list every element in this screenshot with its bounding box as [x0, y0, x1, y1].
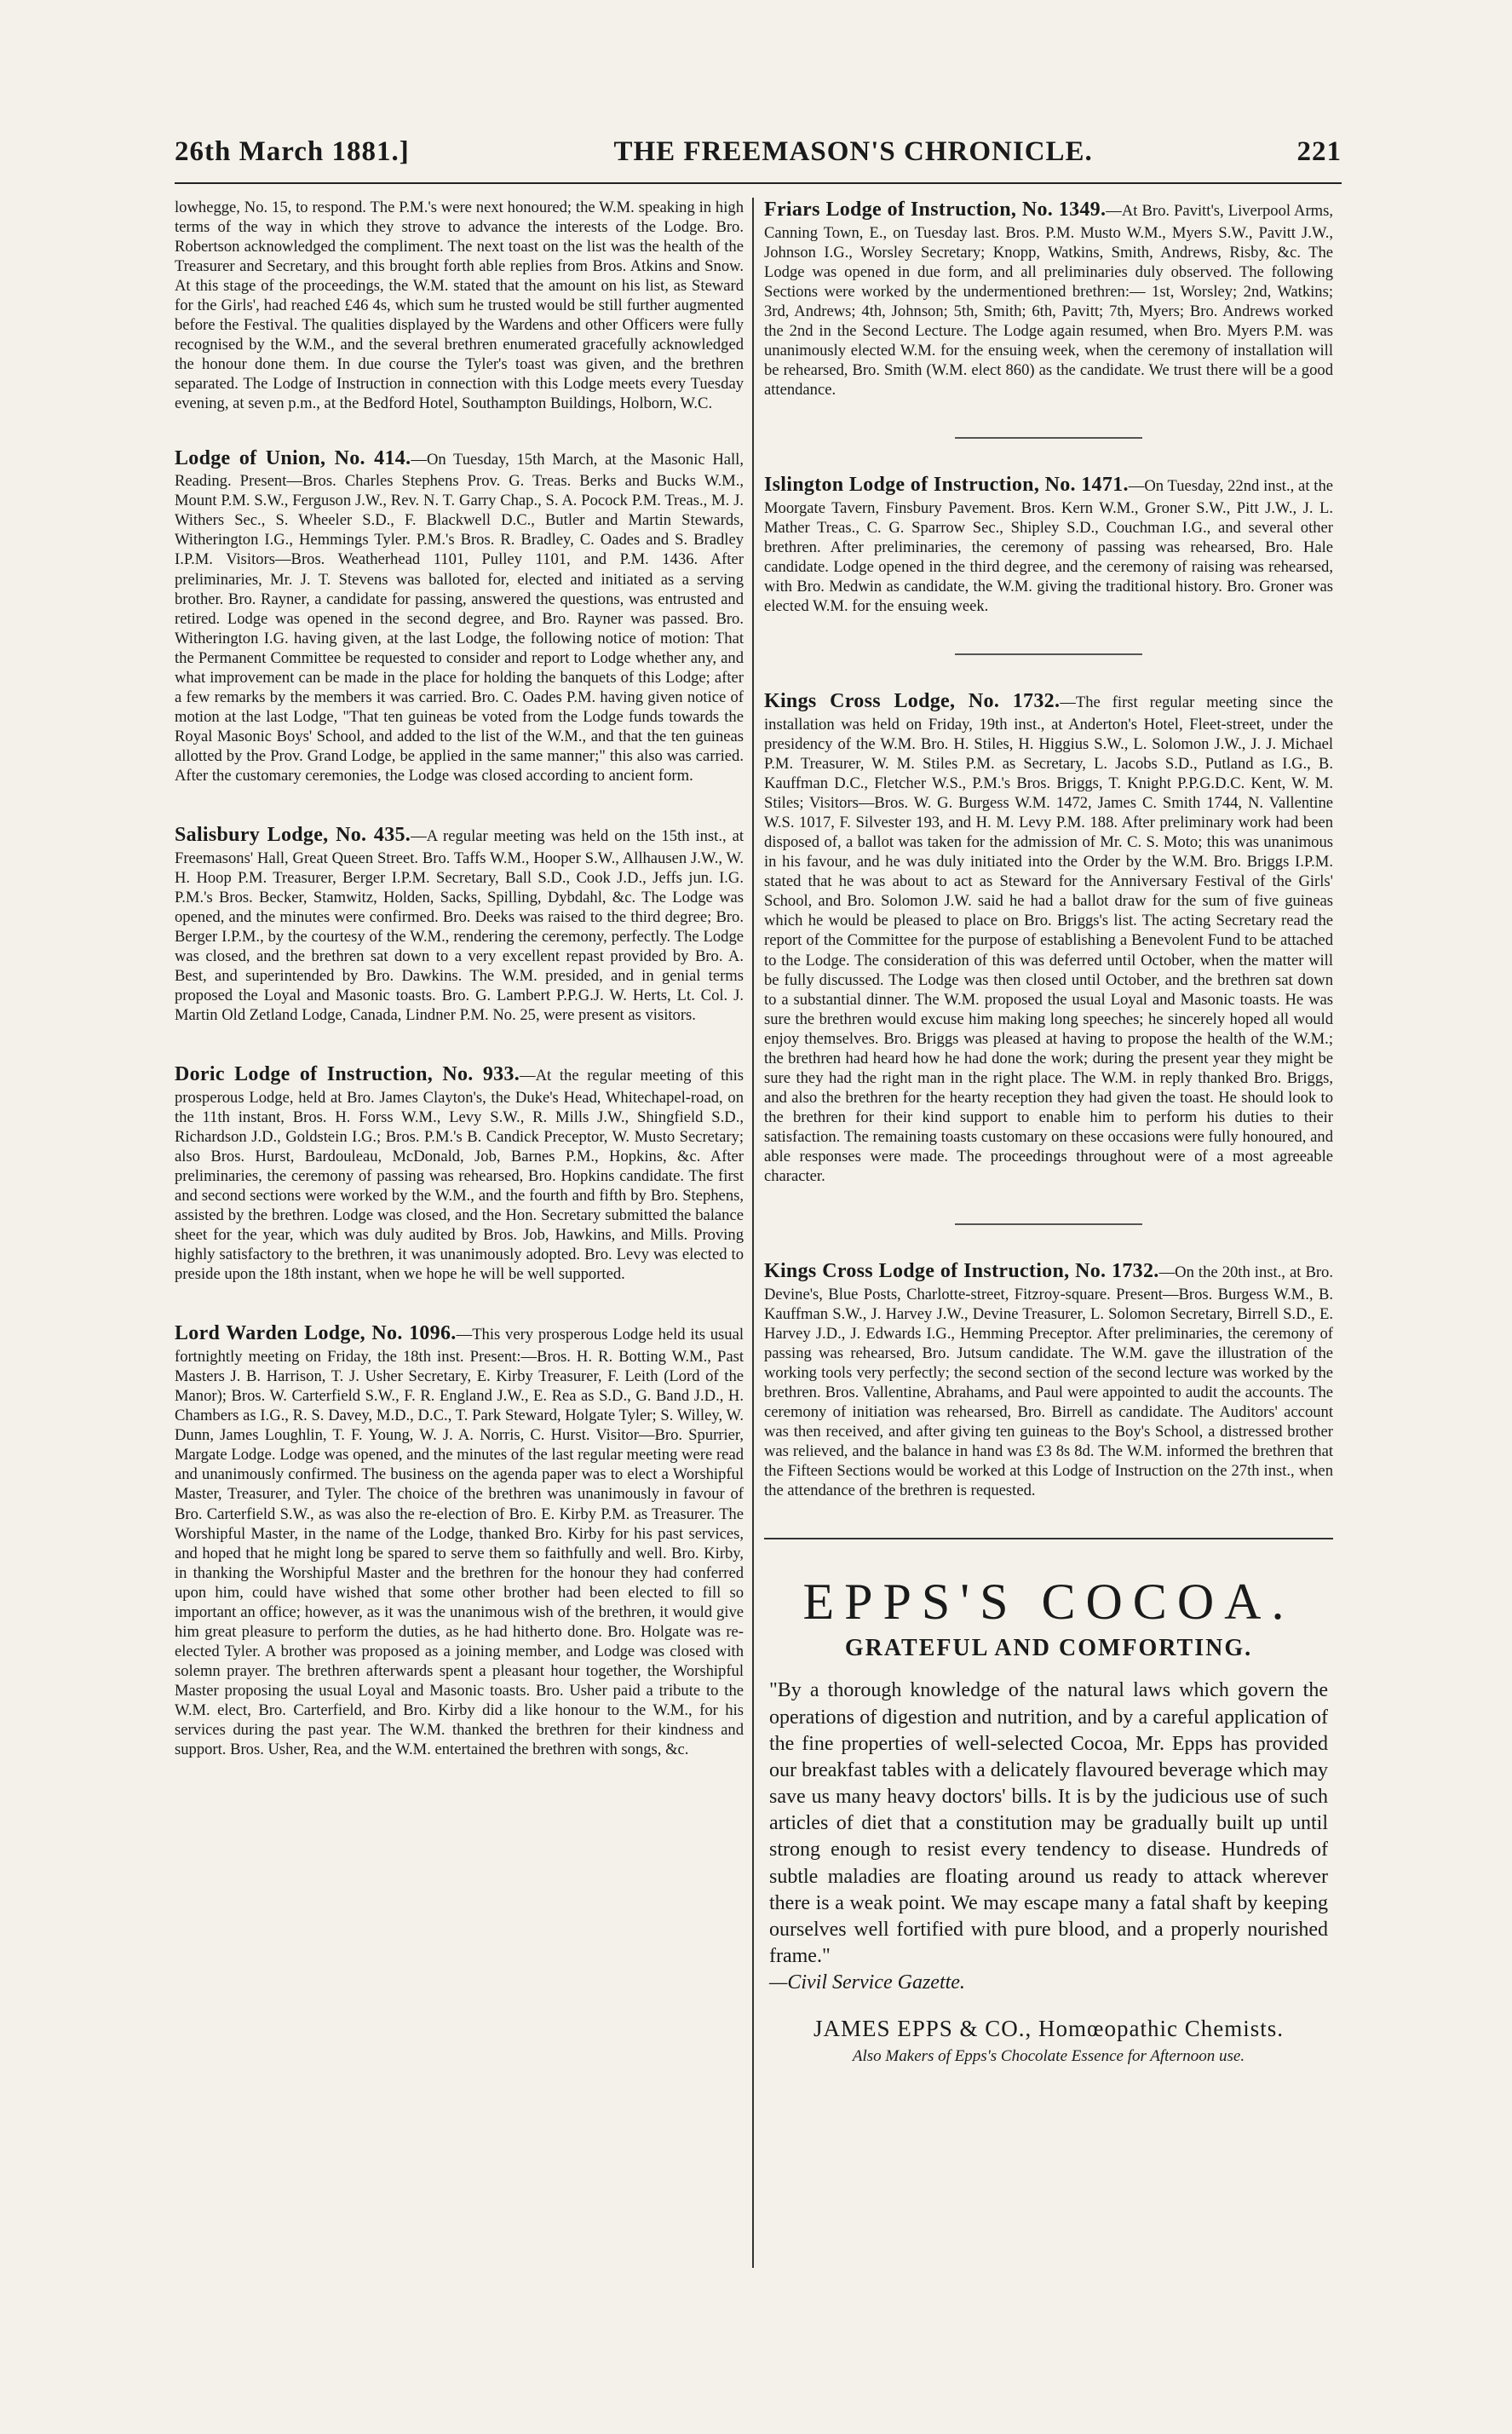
article-title: Lord Warden Lodge, No. 1096.: [175, 1322, 457, 1345]
article-text: —On the 20th inst., at Bro. Devine's, Blue Posts, Charlotte-street, Fitzroy-square. Present—Bros. Burgess W.M., B. Kauffman S.W., J. Harvey J.W., Devine Treasurer, L. Solomon Secretary, Birrell S.D., E. Harvey J.D., J. Edwards I.G., Hemming Preceptor. After preliminaries, the ceremony of passing was rehearsed, Bro. Jutsum candidate. The W.M. gave the illustration of the working tools very perfectly; the second section of the second lecture was worked by the brethren. Bros. Vallentine, Abrahams, and Paul were appointed to audit the accounts. The ceremony of initiation was rehearsed, Bro. Birrell as candidate. The Auditors' account was then received, and after giving ten guineas to the Boy's School, a distressed brother was relieved, and the balance in hand was £3 8s 8d. The W.M. informed the brethren that the Fifteen Sections would be worked at this Lodge of Instruction on the 27th inst., when the attendance of the brethren is requested.: [764, 1263, 1334, 1500]
publication-title: THE FREEMASON'S CHRONICLE.: [613, 136, 1093, 167]
advert-rule: [764, 1538, 1333, 1539]
article-lord-warden-lodge: [175, 1321, 744, 1759]
article-lodge-of-union: [175, 446, 744, 786]
left-column: [175, 198, 744, 1797]
page-number: 221: [1296, 136, 1342, 167]
article-text: lowhegge, No. 15, to respond. The P.M.'s were next honoured; the W.M. speaking in high terms of the way in which they strove to advance the interests of the Lodge. Bro. Robertson acknowledged the compliment. The next toast on the list was the health of the Treasurer and Secretary, and this brought forth able replies from Bros. Atkins and Snow. At this stage of the proceedings, the W.M. stated that the amount on his list, as Steward for the Girls', had reached £46 4s, which sum he trusted would be still further augmented before the Festival. The qualities displayed by the Wardens and other Officers were fully recognised by the W.M., and the several brethren enumerated gracefully acknowledged the honour done them. In due course the Tyler's toast was given, and the brethren separated. The Lodge of Instruction in connection with this Lodge meets every Tuesday evening, at seven p.m., at the Bedford Hotel, Southampton Buildings, Holborn, W.C.: [175, 199, 744, 413]
article-kings-cross-lodge: [764, 689, 1333, 1186]
right-column: [764, 198, 1333, 2066]
article-body: [175, 446, 744, 786]
issue-date: 26th March 1881.]: [175, 136, 410, 167]
page-header: [175, 136, 1342, 168]
article-title: Kings Cross Lodge, No. 1732.: [764, 690, 1061, 713]
header-rule: [175, 182, 1342, 184]
article-title: Friars Lodge of Instruction, No. 1349.: [764, 199, 1107, 221]
article-doric-lodge: [175, 1062, 744, 1284]
article-continued: [175, 198, 744, 414]
article-text: —The first regular meeting since the installation was held on Friday, 19th inst., at Anderton's Hotel, Fleet-street, under the presidency of the W.M. Bro. H. Stiles, H. Higgius S.W., L. Solomon J.W., J. J. Michael P.M. Treasurer, W. M. Stiles P.M. as Secretary, L. Jacobs S.D., Putland as I.G., B. Kauffman D.C., Fletcher W.S., P.M.'s Bros. Briggs, T. Knight P.P.G.D.C. Kent, W. M. Stiles; Visitors—Bros. W. G. Burgess W.M. 1472, James C. Smith 1744, N. Vallentine W.S. 1017, F. Silvester 193, and H. M. Levy P.M. 188. After preliminary work had been disposed of, a ballot was taken for the admission of Mr. C. S. Moto; this was unanimous in his favour, and he was duly initiated into the Order by the W.M. Bro. Briggs I.P.M. stated that he was about to act as Steward for the Anniversary Festival of the Girls' School, and Bro. Solomon J.W. said he had a ballot draw for the sum of five guineas which he would be pleased to place on Bro. Briggs's list. The acting Secretary read the report of the Committee for the purpose of establishing a Benevolent Fund to be attached to the Lodge. The consideration of this was deferred until October, when the matter will be fully discussed. The Lodge was then closed until October, and the brethren sat down to a substantial dinner. The W.M. proposed the usual Loyal and Masonic toasts. He was sure the brethren would excuse him making long speeches; he sincerely hoped all would enjoy themselves. Bro. Briggs was pleased at having to propose the health of the W.M.; the brethren had heard how he had done the work; during the present year they might be sure they had the right man in the right place. The W.M. in reply thanked Bro. Briggs, and also the brethren for the hearty reception they had given the toast. He should look to the brethren for their kind support to enable him to perform his duties to their satisfaction. The remaining toasts customary on these occasions were fully honoured, and able responses were made. The proceedings throughout were of a most agreeable character.: [764, 693, 1333, 1186]
article-body: [764, 1259, 1333, 1500]
advert-tagline: Also Makers of Epps's Chocolate Essence for Afternoon use.: [852, 2046, 1245, 2065]
epps-cocoa-advert: [764, 1538, 1333, 2065]
advert-subtitle: GRATEFUL AND COMFORTING.: [844, 1635, 1253, 1662]
article-text: —At Bro. Pavitt's, Liverpool Arms, Canning Town, E., on Tuesday last. Bros. P.M. Musto W.M., Myers S.W., Pavitt J.W., Johnson I.G., Worsley Secretary; Knopp, Watkins, Smith, Andrews, Risby, &c. The Lodge was opened in due form, and all preliminaries duly observed. The following Sections were worked by the undermentioned brethren:— 1st, Worsley; 2nd, Watkins; 3rd, Andrews; 4th, Johnson; 5th, Smith; 6th, Pavitt; 7th, Myers; Bro. Andrews worked the 2nd in the Second Lecture. The Lodge again resumed, when Bro. Myers P.M. was unanimously elected W.M. for the ensuing week, when the ceremony of installation will be rehearsed, Bro. Smith (W.M. elect 860) as the candidate. We trust there will be a good attendance.: [764, 202, 1333, 400]
article-title: Lodge of Union, No. 414.: [175, 446, 411, 469]
advert-source: —Civil Service Gazette.: [769, 1971, 965, 1994]
article-friars-lodge: [764, 198, 1333, 400]
article-body: [764, 473, 1333, 616]
article-salisbury-lodge: [175, 823, 744, 1025]
article-text: —This very prosperous Lodge held its usual fortnightly meeting on Friday, the 18th inst. Present:—Bros. H. R. Botting W.M., Past Masters J. B. Harrison, T. J. Usher Secretary, E. Kirby Treasurer, F. Leith (Lord of the Manor); Bros. W. Carterfield S.W., F. R. England J.W., E. Rea as S.D., G. Band J.D., H. Chambers as I.G., R. S. Davey, M.D., D.C., T. Park Steward, Holgate Tyler; S. Willey, W. Dunn, James Loughlin, T. F. Young, W. J. A. Norris, C. Hurst. Visitor—Bro. Spurrier, Margate Lodge. Lodge was opened, and the minutes of the last regular meeting were read and unanimously confirmed. The business on the agenda paper was to elect a Worshipful Master, Treasurer, and Tyler. The choice of the brethren was unanimously in favour of Bro. Carterfield S.W., as was also the re-election of Bro. E. Kirby P.M. as Treasurer. The Worshipful Master, in the name of the Lodge, thanked Bro. Kirby for his past services, and hoped that he might long be spared to serve them so faithfully and well. Bro. Kirby, in thanking the Worshipful Master and the brethren for the honour they had conferred upon him, could have wished that some other brother had been elected to fill so important an office; however, as it was the unanimous wish of the brethren, it would give him great pleasure to perform the duties, as he had hitherto done. Bro. Holgate was re-elected Tyler. A brother was proposed as a joining member, and Lodge was closed with solemn prayer. The brethren afterwards spent a pleasant hour together, the Worshipful Master proposing the usual Loyal and Masonic toasts. Bro. Usher paid a tribute to the W.M. elect, Bro. Carterfield, and Bro. Kirby did a like honour to the W.M., for his services during the past year. The W.M. thanked the brethren for their kindness and support. Bros. Usher, Rea, and the W.M. entertained the brethren with songs, &c.: [175, 1326, 744, 1759]
advert-text: "By a thorough knowledge of the natural laws which govern the operations of digestion and nutrition, and by a careful application of the fine properties of well-selected Cocoa, Mr. Epps has provided our breakfast tables with a delicately flavoured beverage which may save us many heavy doctors' bills. It is by the judicious use of such articles of diet that a constitution may be gradually built up until strong enough to resist every tendency to disease. Hundreds of subtle maladies are floating around us ready to attack wherever there is a weak point. We may escape many a fatal shaft by keeping ourselves well fortified with pure blood, and a properly nourished frame.": [769, 1679, 1328, 1968]
article-text: —A regular meeting was held on the 15th inst., at Freemasons' Hall, Great Queen Street. Bro. Taffs W.M., Hooper S.W., Allhausen J.W., W. H. Hoop P.M. Treasurer, Berger I.P.M. Secretary, Ball S.D., Cook J.D., Jeffs jun. I.G. P.M.'s Bros. Becker, Stamwitz, Holden, Sacks, Spilling, Dybdahl, &c. The Lodge was opened, and the minutes were confirmed. Bro. Deeks was raised to the third degree; Bro. Berger I.P.M., by the courtesy of the W.M., rendering the ceremony, perfectly. The Lodge was closed, and the brethren sat down to a very excellent repast provided by Bro. A. Best, and superintended by Bro. Dawkins. The W.M. presided, and in genial terms proposed the Loyal and Masonic toasts. Bro. G. Lambert P.P.G.J. W. Herts, Lt. Col. J. Martin Old Zetland Lodge, Canada, Lindner P.M. No. 25, were present as visitors.: [175, 827, 744, 1025]
article-body: [175, 823, 744, 1025]
article-kings-cross-instruction: [764, 1259, 1333, 1500]
article-body: [764, 198, 1333, 400]
article-text: —At the regular meeting of this prosperous Lodge, held at Bro. James Clayton's, the Duke's Head, Whitechapel-road, on the 11th instant, Bros. H. Forss W.M., Levy S.W., R. Mills J.W., Shingfield S.D., Richardson J.D., Goldstein I.G.; Bros. P.M.'s B. Candick Preceptor, W. Musto Secretary; also Bros. Hurst, Bardouleau, McDonald, Job, Barnes P.M., Hopkins, &c. After preliminaries, the ceremony of passing was rehearsed, Bro. Hopkins candidate. The first and second sections were worked by the W.M., and the fourth and fifth by Bro. Stephens, assisted by the brethren. Lodge was closed, and the Hon. Secretary submitted the balance sheet for the year, which was duly audited by Bros. Job, Hawkins, and Mills. Proving highly satisfactory to the brethren, it was unanimously adopted. Bro. Levy was elected to preside upon the 18th instant, when we hope he will be well supported.: [175, 1067, 744, 1284]
section-rule: [955, 437, 1142, 439]
article-title: Kings Cross Lodge of Instruction, No. 1732.: [764, 1260, 1159, 1283]
section-rule: [955, 1223, 1142, 1225]
column-divider: [752, 198, 754, 2268]
article-body: [175, 1062, 744, 1284]
advert-company: JAMES EPPS & CO., Homœopathic Chemists.: [813, 2015, 1285, 2041]
article-text: —On Tuesday, 15th March, at the Masonic Hall, Reading. Present—Bros. Charles Stephens Prov. G. Treas. Berks and Bucks W.M., Mount P.M. S.W., Ferguson J.W., Rev. N. T. Garry Chap., S. A. Pocock P.M. Treas., M. J. Withers Sec., S. Wheeler S.D., F. Blackwell D.C., Butler and Martin Stewards, Witherington I.G., Hemmings Tyler. P.M.'s Bros. R. Bradley, C. Oades and S. Bradley I.P.M. Visitors—Bros. Weatherhead 1101, Pulley 1101, and P.M. 1436. After preliminaries, Mr. J. T. Stevens was balloted for, elected and initiated as a serving brother. Bro. Rayner, a candidate for passing, answered the questions, was entrusted and retired. Lodge was opened in the second degree, and Bro. Rayner was passed. Bro. Witherington I.G. having given, at the last Lodge, the following notice of motion: That the Permanent Committee be requested to consider and report to Lodge whether any, and what improvement can be made in the place for holding the banquets of this Lodge; after a few remarks by the members it was carried. Bro. C. Oades P.M. having given notice of motion at the last Lodge, "That ten guineas be voted from the Lodge funds towards the Royal Masonic Boys' School, and added to the list of the W.M., and that the ten guineas allotted by the Prov. Grand Lodge, be applied in the same manner;" this also was carried. After the customary ceremonies, the Lodge was closed according to ancient form.: [175, 450, 744, 785]
article-title: Islington Lodge of Instruction, No. 1471.: [764, 474, 1129, 497]
article-title: Doric Lodge of Instruction, No. 933.: [175, 1063, 520, 1086]
article-body: [764, 689, 1333, 1186]
section-rule: [955, 653, 1142, 655]
article-body: [175, 1321, 744, 1759]
article-islington-lodge: [764, 473, 1333, 616]
article-text: —On Tuesday, 22nd inst., at the Moorgate Tavern, Finsbury Pavement. Bros. Kern W.M., Groner S.W., Pitt J.W., J. L. Mather Treas., C. G. Sparrow Sec., Shipley S.D., Couchman I.G., and several other brethren. After preliminaries, the ceremony of passing was rehearsed, Bro. Hale candidate. Lodge opened in the third degree, and the ceremony of raising was rehearsed, with Bro. Medwin as candidate, the W.M. giving the traditional history. Bro. Groner was elected W.M. for the ensuing week.: [764, 477, 1333, 616]
advert-body: [769, 1677, 1328, 1996]
advert-title: EPPS'S COCOA.: [802, 1574, 1295, 1631]
article-title: Salisbury Lodge, No. 435.: [175, 824, 411, 847]
article-body: [175, 198, 744, 414]
